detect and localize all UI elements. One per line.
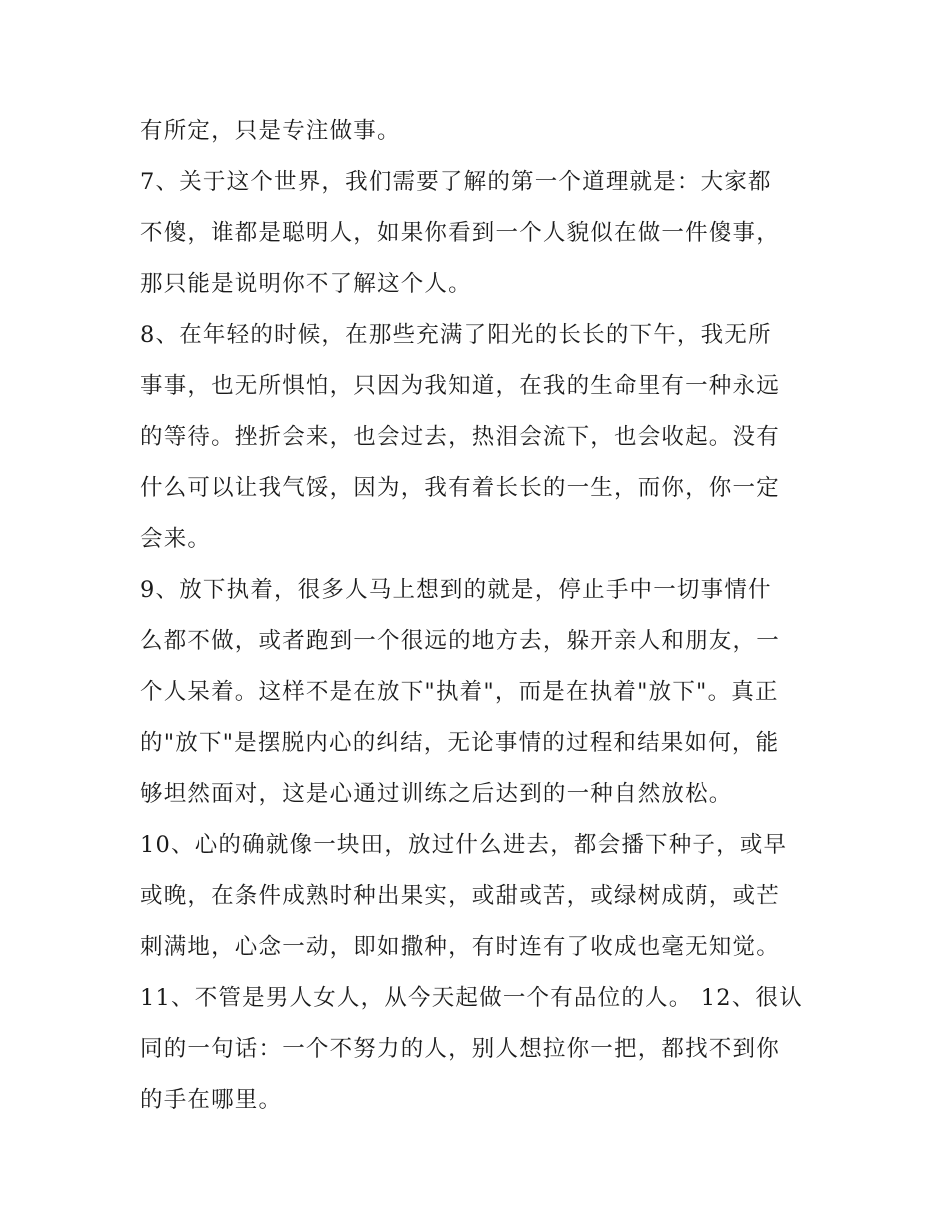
text-line: 10、心的确就像一块田，放过什么进去，都会播下种子，或早 bbox=[140, 832, 788, 858]
text-line: 事事，也无所惧怕，只因为我知道，在我的生命里有一种永远 bbox=[140, 373, 780, 399]
text-line: 9、放下执着，很多人马上想到的就是，停止手中一切事情什 bbox=[140, 577, 772, 603]
text-line: 的"放下"是摆脱内心的纠结，无论事情的过程和结果如何，能 bbox=[140, 730, 780, 756]
text-line: 刺满地，心念一动，即如撒种，有时连有了收成也毫无知觉。 bbox=[140, 934, 780, 960]
text-line: 个人呆着。这样不是在放下"执着"，而是在执着"放下"。真正 bbox=[140, 679, 779, 705]
text-line: 够坦然面对，这是心通过训练之后达到的一种自然放松。 bbox=[140, 781, 733, 807]
text-line: 什么可以让我气馁，因为，我有着长长的一生，而你，你一定 bbox=[140, 475, 780, 501]
text-line: 的等待。挫折会来，也会过去，热泪会流下，也会收起。没有 bbox=[140, 424, 780, 450]
text-line: 那只能是说明你不了解这个人。 bbox=[140, 271, 472, 297]
text-line: 不傻，谁都是聪明人，如果你看到一个人貌似在做一件傻事， bbox=[140, 220, 780, 246]
text-line: 8、在年轻的时候，在那些充满了阳光的长长的下午，我无所 bbox=[140, 322, 772, 348]
text-line: 11、不管是男人女人，从今天起做一个有品位的人。 12、很认 bbox=[140, 985, 803, 1011]
text-line: 的手在哪里。 bbox=[140, 1087, 283, 1113]
text-line: 同的一句话：一个不努力的人，别人想拉你一把，都找不到你 bbox=[140, 1036, 780, 1062]
text-line: 么都不做，或者跑到一个很远的地方去，躲开亲人和朋友，一 bbox=[140, 628, 780, 654]
text-line: 7、关于这个世界，我们需要了解的第一个道理就是：大家都 bbox=[140, 169, 772, 195]
text-line: 或晚，在条件成熟时种出果实，或甜或苦，或绿树成荫，或芒 bbox=[140, 883, 780, 909]
body-text bbox=[140, 106, 820, 1126]
text-line: 会来。 bbox=[140, 526, 212, 552]
text-line: 有所定，只是专注做事。 bbox=[140, 118, 401, 144]
